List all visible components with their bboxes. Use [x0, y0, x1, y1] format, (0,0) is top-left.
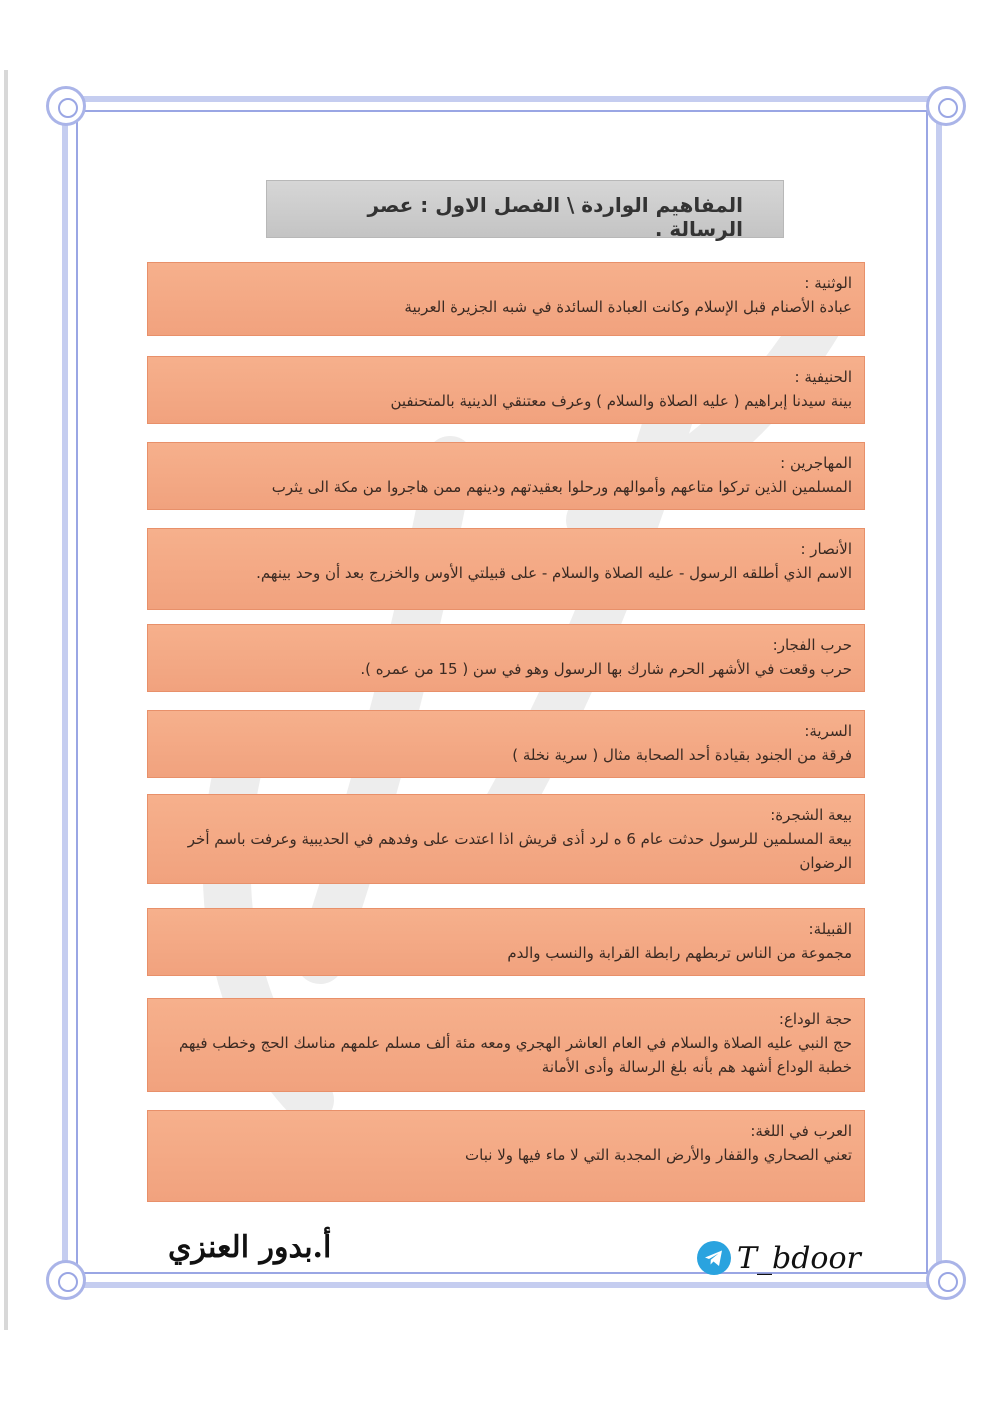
concept-card — [147, 998, 865, 1092]
concept-term: المهاجرين : — [780, 454, 852, 472]
concept-term: الوثنية : — [804, 274, 852, 292]
concept-definition: تعني الصحاري والقفار والأرض المجدبة التي لا ماء فيها ولا نبات — [465, 1146, 852, 1164]
concept-card — [147, 908, 865, 976]
page-title: المفاهيم الواردة \ الفصل الاول : عصر الرسالة . — [266, 180, 784, 238]
concept-term: السرية: — [804, 722, 852, 740]
concept-definition: حرب وقعت في الأشهر الحرم شارك بها الرسول وهو في سن ( 15 من عمره ). — [360, 660, 852, 678]
frame-corner-ornament — [46, 1260, 86, 1300]
concept-term: حجة الوداع: — [778, 1010, 852, 1028]
concept-definition: بيعة المسلمين للرسول حدثت عام 6 ه لرد أذى قريش اذا اعتدت على وفدهم في الحديبية وعرفت باسم أخر الرضوان — [187, 830, 852, 872]
frame-corner-ornament — [46, 86, 86, 126]
concept-definition: الاسم الذي أطلقه الرسول - عليه الصلاة والسلام - على قبيلتي الأوس والخزرج بعد أن وحد بينهم. — [256, 564, 852, 582]
author-signature: أ.بدور العنزي — [168, 1230, 332, 1265]
frame-corner-ornament — [926, 1260, 966, 1300]
concept-definition: المسلمين الذين تركوا متاعهم وأموالهم ورحلوا بعقيدتهم ودينهم ممن هاجروا من مكة الى يثرب — [271, 478, 852, 496]
telegram-contact — [697, 1238, 861, 1278]
concept-definition: بينة سيدنا إبراهيم ( عليه الصلاة والسلام ) وعرف معتنقي الدينية بالمتحنفين — [390, 392, 852, 410]
concept-term: حرب الفجار: — [772, 636, 852, 654]
page-edge-rule — [4, 70, 8, 1330]
concept-definition: مجموعة من الناس تربطهم رابطة القرابة والنسب والدم — [507, 944, 852, 962]
concept-card — [147, 794, 865, 884]
telegram-icon — [697, 1241, 731, 1275]
concept-term: الأنصار : — [800, 540, 852, 558]
concept-definition: عبادة الأصنام قبل الإسلام وكانت العبادة السائدة في شبه الجزيرة العربية — [404, 298, 852, 316]
telegram-handle: T_bdoor — [737, 1240, 861, 1276]
concept-term: القبيلة: — [808, 920, 852, 938]
concept-card — [147, 442, 865, 510]
concept-card — [147, 262, 865, 336]
concept-card — [147, 1110, 865, 1202]
concept-term: بيعة الشجرة: — [770, 806, 852, 824]
concept-card — [147, 624, 865, 692]
concept-term: الحنيفية : — [794, 368, 852, 386]
concept-definition: فرقة من الجنود بقيادة أحد الصحابة مثال ( سرية نخلة ) — [512, 746, 852, 764]
concept-card — [147, 710, 865, 778]
concept-term: العرب في اللغة: — [750, 1122, 852, 1140]
concept-card — [147, 356, 865, 424]
frame-corner-ornament — [926, 86, 966, 126]
concept-card — [147, 528, 865, 610]
concept-definition: حج النبي عليه الصلاة والسلام في العام العاشر الهجري ومعه مئة ألف مسلم علمهم مناسك الحج وخطب فيهم خطبة الوداع أشهد هم بأنه بلغ الرسالة وأدى الأمانة — [178, 1034, 852, 1076]
